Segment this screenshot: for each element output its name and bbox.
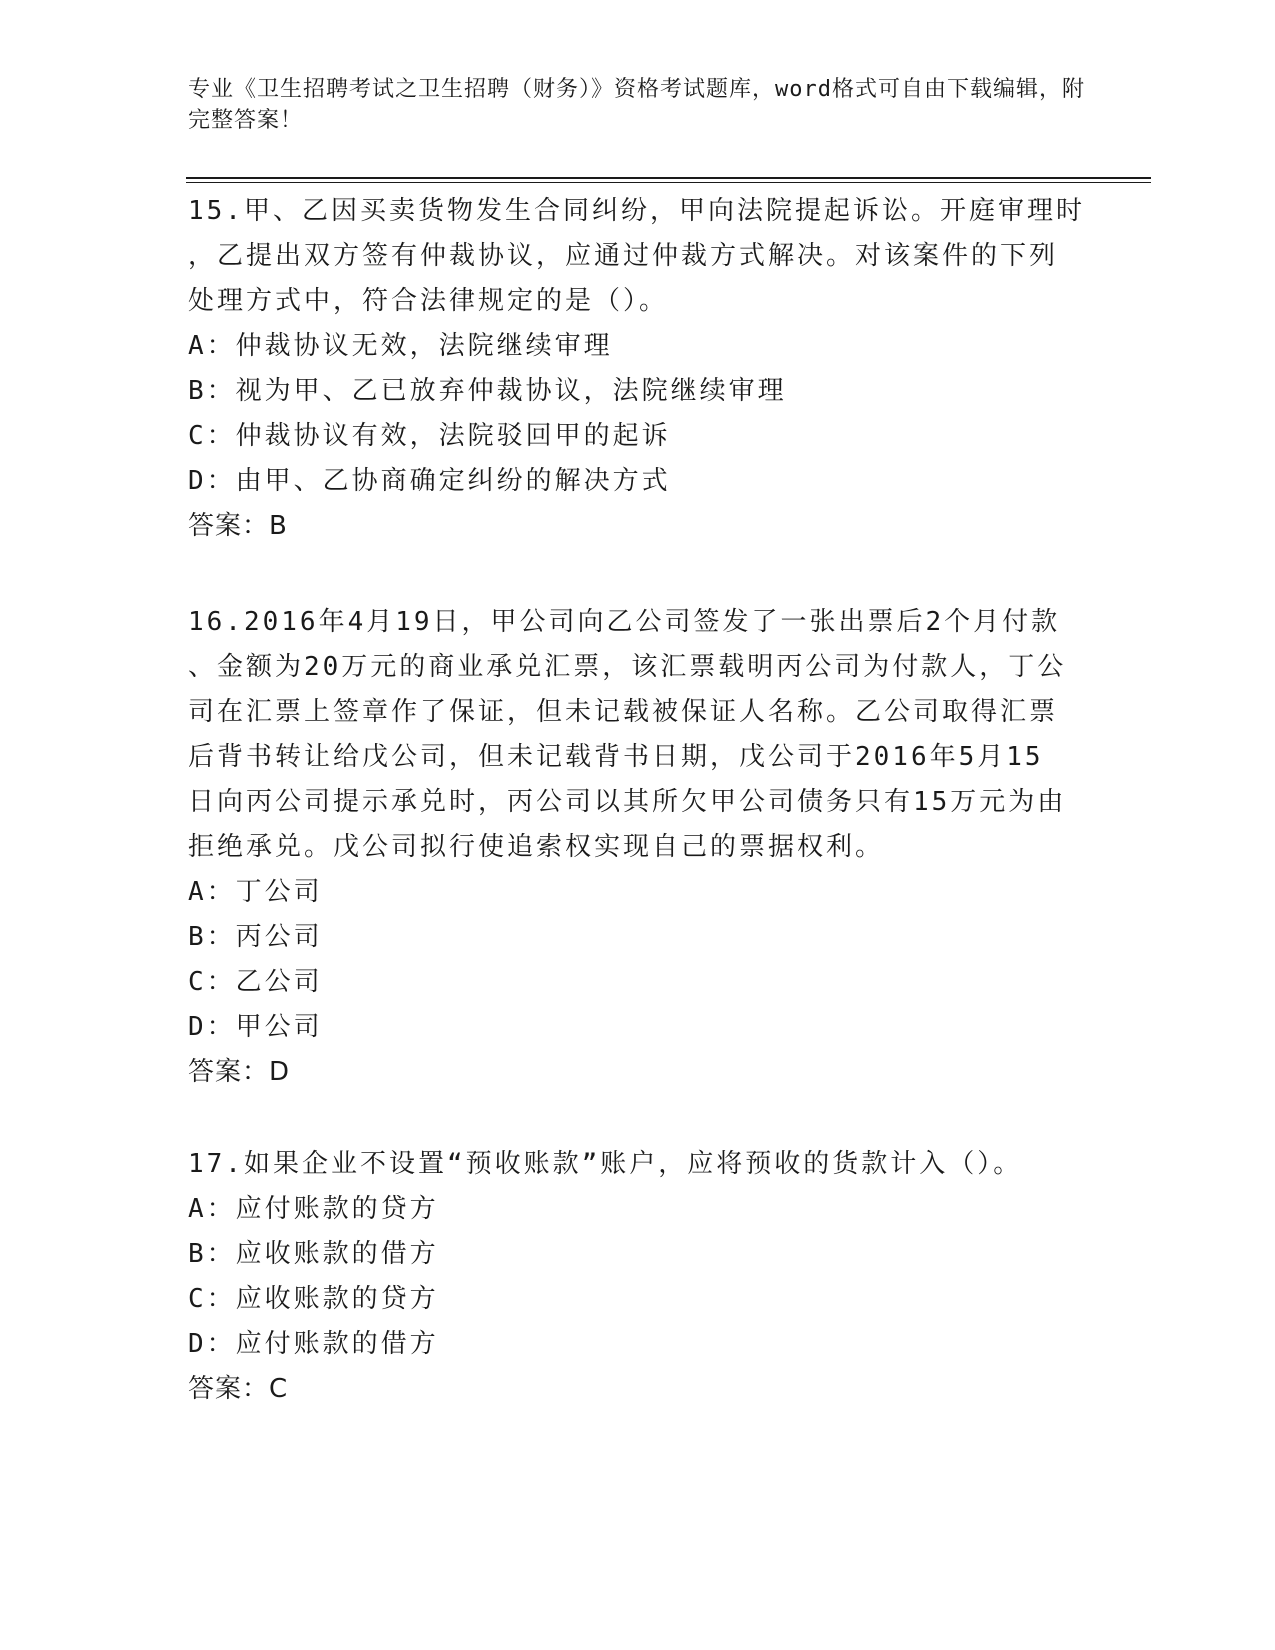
question-stem-line: 16.2016年4月19日，甲公司向乙公司签发了一张出票后2个月付款 xyxy=(188,607,1061,637)
question-16 xyxy=(188,600,1088,1095)
answer-line: 答案：B xyxy=(188,511,288,541)
option-d: D：由甲、乙协商确定纠纷的解决方式 xyxy=(188,466,671,496)
option-c: C：乙公司 xyxy=(188,967,323,997)
question-17 xyxy=(188,1142,1088,1412)
question-15 xyxy=(188,189,1088,549)
question-stem-line: 17.如果企业不设置“预收账款”账户，应将预收的货款计入（）。 xyxy=(188,1149,1023,1179)
option-b: B：丙公司 xyxy=(188,922,323,952)
answer-line: 答案：C xyxy=(188,1374,289,1404)
question-stem-line: 司在汇票上签章作了保证，但未记载被保证人名称。乙公司取得汇票 xyxy=(188,697,1059,727)
question-stem-line: 处理方式中，符合法律规定的是（）。 xyxy=(188,286,669,316)
option-b: B：视为甲、乙已放弃仲裁协议，法院继续审理 xyxy=(188,376,787,406)
document-header: 专业《卫生招聘考试之卫生招聘（财务）》资格考试题库，word格式可自由下载编辑，附完整答案！ xyxy=(188,77,1085,133)
option-d: D：应付账款的借方 xyxy=(188,1329,439,1359)
answer-line: 答案：D xyxy=(188,1057,291,1087)
option-a: A：仲裁协议无效，法院继续审理 xyxy=(188,331,613,361)
question-stem-line: 后背书转让给戊公司，但未记载背书日期，戊公司于2016年5月15 xyxy=(188,742,1044,772)
option-c: C：应收账款的贷方 xyxy=(188,1284,439,1314)
option-c: C：仲裁协议有效，法院驳回甲的起诉 xyxy=(188,421,671,451)
question-stem-line: 、金额为20万元的商业承兑汇票，该汇票载明丙公司为付款人，丁公 xyxy=(188,652,1067,682)
option-b: B：应收账款的借方 xyxy=(188,1239,439,1269)
question-stem-line: 日向丙公司提示承兑时，丙公司以其所欠甲公司债务只有15万元为由 xyxy=(188,787,1067,817)
question-stem-line: ，乙提出双方签有仲裁协议，应通过仲裁方式解决。对该案件的下列 xyxy=(188,241,1059,271)
option-a: A：应付账款的贷方 xyxy=(188,1194,439,1224)
option-a: A：丁公司 xyxy=(188,877,323,907)
header-rule-thick xyxy=(186,177,1151,179)
header-rule-thin xyxy=(186,182,1151,183)
question-stem-line: 15.甲、乙因买卖货物发生合同纠纷，甲向法院提起诉讼。开庭审理时 xyxy=(188,196,1085,226)
question-stem-line: 拒绝承兑。戊公司拟行使追索权实现自己的票据权利。 xyxy=(188,832,885,862)
option-d: D：甲公司 xyxy=(188,1012,323,1042)
